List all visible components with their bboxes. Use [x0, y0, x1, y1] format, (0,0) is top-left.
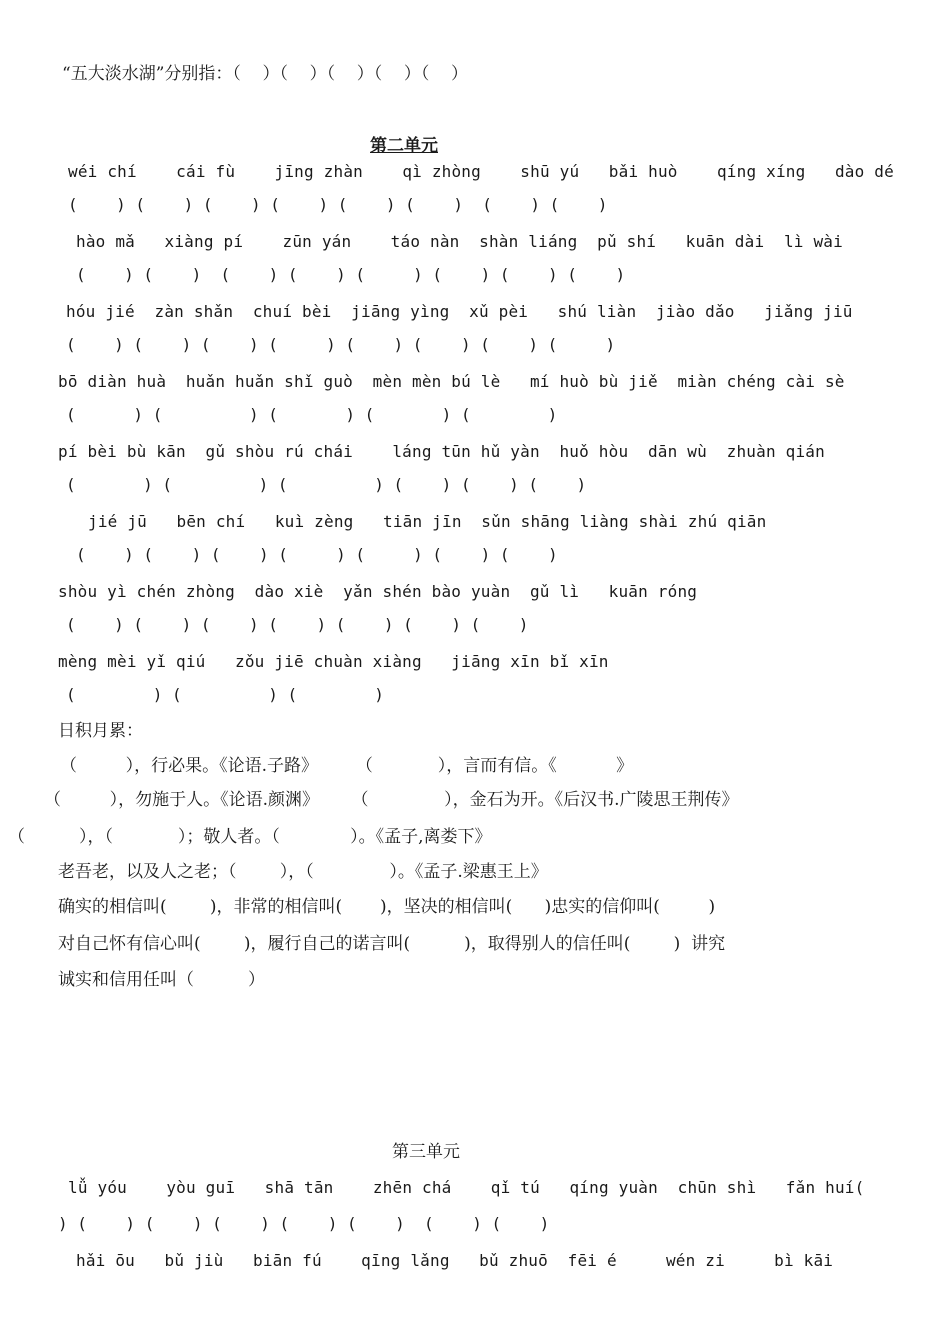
blank-row-6: ( ) ( ) ( ) ( ) ( ) ( ) ( ): [76, 545, 558, 564]
quote-line-2: （ ），勿施于人。《论语.颜渊》 （ ），金石为开。《后汉书.广陵思王荆传》: [44, 790, 739, 810]
quote-line-1: （ ），行必果。《论语.子路》 （ ），言而有信。《 》: [60, 756, 634, 776]
blank-row-2: ( ) ( ) ( ) ( ) ( ) ( ) ( ) ( ): [76, 265, 626, 284]
unit-two-heading: 第二单元: [370, 136, 438, 156]
pinyin-row-6: jié jū bēn chí kuì zèng tiān jīn sǔn shāng liàng shài zhú qiān: [88, 512, 767, 531]
quote-line-3: （ ），（ ）；敬人者。（ ）。《孟子,离娄下》: [8, 827, 492, 847]
belief-terms-line-2: 对自己怀有信心叫( )，履行自己的诺言叫( )，取得别人的信任叫( ) 讲究: [58, 934, 726, 954]
belief-terms-line-3: 诚实和信用任叫（ ）: [58, 970, 266, 990]
pinyin-row-8: mèng mèi yǐ qiú zǒu jiē chuàn xiàng jiāng xīn bǐ xīn: [58, 652, 609, 671]
blank-row-4: ( ) ( ) ( ) ( ) ( ): [66, 405, 558, 424]
pinyin-row-3: hóu jié zàn shǎn chuí bèi jiāng yìng xǔ pèi shú liàn jiào dǎo jiǎng jiū: [66, 302, 853, 321]
belief-terms-line-1: 确实的相信叫( )，非常的相信叫( )，坚决的相信叫( )忠实的信仰叫( ): [58, 897, 716, 917]
pinyin-row-1: wéi chí cái fù jīng zhàn qì zhòng shū yú bǎi huò qíng xíng dào dé: [68, 162, 894, 181]
blank-row-3: ( ) ( ) ( ) ( ) ( ) ( ) ( ) ( ): [66, 335, 616, 354]
pinyin-row-2: hào mǎ xiàng pí zūn yán táo nàn shàn liáng pǔ shí kuān dài lì wài: [76, 232, 843, 251]
unit-three-heading: 第三单元: [392, 1142, 460, 1162]
pinyin-row-4: bō diàn huà huǎn huǎn shǐ guò mèn mèn bú lè mí huò bù jiě miàn chéng cài sè: [58, 372, 845, 391]
blank-row-1: ( ) ( ) ( ) ( ) ( ) ( ) ( ) ( ): [68, 195, 608, 214]
blank-row-8: ( ) ( ) ( ): [66, 685, 384, 704]
pinyin-row-5: pí bèi bù kān gǔ shòu rú chái láng tūn hǔ yàn huǒ hòu dān wù zhuàn qián: [58, 442, 825, 461]
great-lakes-question: “五大淡水湖”分别指：（ ）（ ）（ ）（ ）（ ）: [62, 64, 468, 84]
pinyin-row-10: hǎi ōu bǔ jiù biān fú qīng lǎng bǔ zhuō fēi é wén zi bì kāi: [76, 1251, 834, 1270]
pinyin-row-7: shòu yì chén zhòng dào xiè yǎn shén bào yuàn gǔ lì kuān róng: [58, 582, 698, 601]
blank-row-7: ( ) ( ) ( ) ( ) ( ) ( ) ( ): [66, 615, 529, 634]
daily-accumulation-label: 日积月累：: [58, 721, 143, 741]
quote-line-4: 老吾老，以及人之老；（ ），（ ）。《孟子.梁惠王上》: [58, 862, 548, 882]
pinyin-row-9: lǚ yóu yòu guī shā tān zhēn chá qǐ tú qíng yuàn chūn shì fǎn huí(: [68, 1178, 865, 1197]
blank-row-9: ) ( ) ( ) ( ) ( ) ( ) ( ) ( ): [58, 1214, 550, 1233]
blank-row-5: ( ) ( ) ( ) ( ) ( ) ( ): [66, 475, 587, 494]
